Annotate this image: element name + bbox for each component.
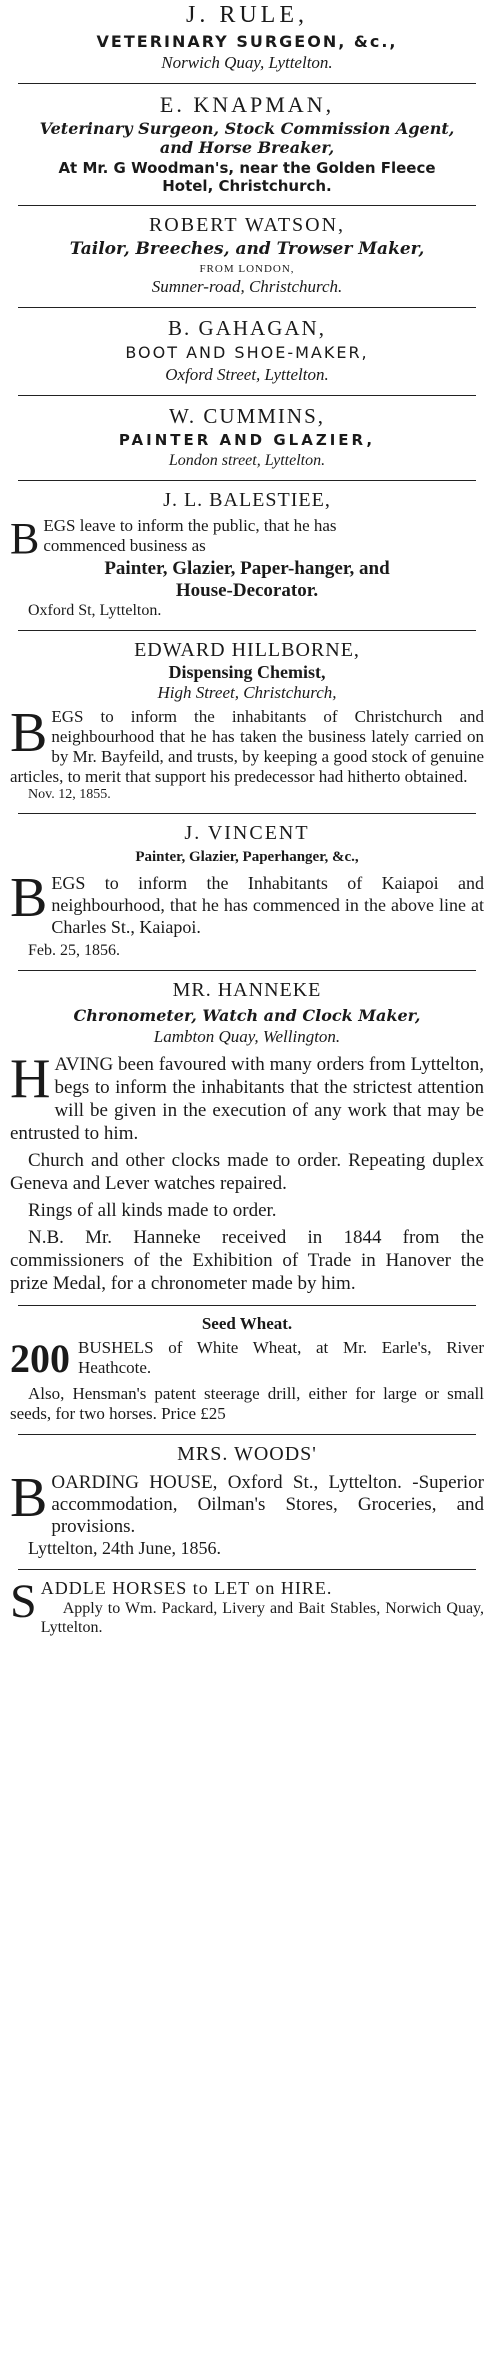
ad-packard-text: Apply to Wm. Packard, Livery and Bait Stables, Norwich Quay, Lyttelton. xyxy=(40,1600,484,1637)
ad-balestiee-trade-line2: House-Decorator. xyxy=(175,580,319,602)
ad-cummins-address: London street, Lyttelton. xyxy=(168,452,326,470)
ad-woods-date: Lyttelton, 24th June, 1856. xyxy=(28,1538,221,1559)
ad-watson-name: ROBERT WATSON, xyxy=(148,213,346,236)
ad-hillborne-name: EDWARD HILLBORNE, xyxy=(134,639,360,662)
ad-rule-trade: VETERINARY SURGEON, &c., xyxy=(96,31,398,51)
ad-hanneke-body xyxy=(10,1048,484,1145)
ad-balestiee-body xyxy=(10,514,484,564)
ad-rule-address: Norwich Quay, Lyttelton. xyxy=(161,52,333,72)
ad-vincent-trade: Painter, Glazier, Paperhanger, &c., xyxy=(135,849,359,866)
ad-hillborne-trade: Dispensing Chemist, xyxy=(168,662,326,683)
ad-woods-body xyxy=(10,1467,484,1538)
divider xyxy=(18,307,476,308)
divider xyxy=(18,1305,476,1306)
ad-seed-text: BUSHELS of White Wheat, at Mr. Earle's, River Heathcote. xyxy=(78,1338,484,1378)
ad-hanneke-drop-cap: H xyxy=(10,1048,51,1111)
divider xyxy=(18,813,476,814)
ad-gahagan xyxy=(10,316,484,385)
ad-packard-headline: ADDLE HORSES to LET on HIRE. xyxy=(40,1578,333,1599)
ad-knapman-trade-line2: and Horse Breaker, xyxy=(159,137,335,157)
ad-balestiee-name: J. L. BALESTIEE, xyxy=(163,489,331,512)
ad-hillborne-date: Nov. 12, 1855. xyxy=(28,787,111,803)
ad-hillborne-drop-cap: B xyxy=(10,702,48,765)
ad-balestiee-trade-line1: Painter, Glazier, Paper-hanger, and xyxy=(104,558,390,580)
ad-rule-name: J. RULE, xyxy=(186,2,308,28)
ad-hanneke-para4: N.B. Mr. Hanneke received in 1844 from the commissioners of the Exhibition of Trade in Hanover the prize Medal, for a chronometer made by him. xyxy=(10,1227,484,1295)
ad-woods-text: OARDING HOUSE, Oxford St., Lyttelton. -Superior accommodation, Oilman's Stores, Groceries, and provisions. xyxy=(51,1472,484,1538)
ad-knapman-address-line2: Hotel, Christchurch. xyxy=(162,176,332,195)
ad-hanneke xyxy=(10,979,484,1295)
ad-balestiee-text-line1: EGS leave to inform the public, that he has xyxy=(43,516,337,536)
ad-seed-big-number: 200 xyxy=(10,1336,70,1382)
ad-gahagan-trade: BOOT AND SHOE-MAKER, xyxy=(125,343,369,363)
ad-packard xyxy=(10,1575,484,1637)
ad-hanneke-para2: Church and other clocks made to order. Repeating duplex Geneva and Lever watches repaired. xyxy=(10,1150,484,1195)
ad-hillborne-address: High Street, Christchurch, xyxy=(157,683,337,703)
ad-seed-title: Seed Wheat. xyxy=(201,1314,293,1334)
ad-vincent-date: Feb. 25, 1856. xyxy=(28,942,120,960)
ad-hillborne-body xyxy=(10,702,484,787)
ad-woods-drop-cap: B xyxy=(10,1467,48,1530)
ad-seed-para2: Also, Hensman's patent steerage drill, either for large or small seeds, for two horses. Price £25 xyxy=(10,1384,484,1424)
ad-hanneke-trade: Chronometer, Watch and Clock Maker, xyxy=(73,1006,421,1026)
ad-watson-from: FROM LONDON, xyxy=(199,262,295,275)
ad-hanneke-para3: Rings of all kinds made to order. xyxy=(28,1200,277,1222)
ad-cummins xyxy=(10,404,484,470)
ad-balestiee-address: Oxford St, Lyttelton. xyxy=(28,602,162,620)
ad-knapman-name: E. KNAPMAN, xyxy=(159,91,335,117)
ad-balestiee xyxy=(10,489,484,620)
ad-woods-name: MRS. WOODS' xyxy=(177,1443,317,1466)
ad-hanneke-name: MR. HANNEKE xyxy=(172,979,322,1002)
ad-seed-wheat xyxy=(10,1314,484,1424)
ad-hillborne-text: EGS to inform the inhabitants of Christchurch and neighbourhood that he has taken the business lately carried on by Mr. Bayfeild, and trusts, by keeping a good stock of genuine articles, to merit that support his predecessor had hitherto obtained. xyxy=(10,707,484,787)
ad-watson xyxy=(10,214,484,297)
ad-watson-address: Sumner-road, Christchurch. xyxy=(151,276,343,296)
divider xyxy=(18,1434,476,1435)
ad-knapman xyxy=(10,92,484,195)
divider xyxy=(18,395,476,396)
divider xyxy=(18,480,476,481)
ad-watson-trade: Tailor, Breeches, and Trowser Maker, xyxy=(69,238,425,259)
ad-vincent-drop-cap: B xyxy=(10,867,48,930)
ad-gahagan-name: B. GAHAGAN, xyxy=(168,315,326,340)
ad-vincent-name: J. VINCENT xyxy=(184,822,310,845)
ad-woods xyxy=(10,1443,484,1559)
ad-knapman-trade-line1: Veterinary Surgeon, Stock Commission Agent, xyxy=(39,118,455,138)
ad-vincent-text: EGS to inform the Inhabitants of Kaiapoi and neighbourhood, that he has commenced in the above line at Charles St., Kaiapoi. xyxy=(51,873,484,938)
ad-cummins-name: W. CUMMINS, xyxy=(169,404,325,429)
ad-seed-body xyxy=(10,1336,484,1382)
divider xyxy=(18,205,476,206)
ad-gahagan-address: Oxford Street, Lyttelton. xyxy=(165,365,329,385)
ad-rule xyxy=(10,0,484,73)
divider xyxy=(18,970,476,971)
ad-vincent-body xyxy=(10,867,484,938)
divider xyxy=(18,1569,476,1570)
ad-hanneke-text: AVING been favoured with many orders from Lyttelton, begs to inform the inhabitants that the strictest attention will be given in the execution of any work that may be entrusted to him. xyxy=(10,1054,484,1145)
ad-hanneke-address: Lambton Quay, Wellington. xyxy=(153,1027,341,1047)
divider xyxy=(18,83,476,84)
ad-knapman-address-line1: At Mr. G Woodman's, near the Golden Fleece xyxy=(58,158,436,177)
ad-balestiee-drop-cap: B xyxy=(10,514,40,564)
ad-balestiee-text-line2: commenced business as xyxy=(43,536,206,556)
divider xyxy=(18,630,476,631)
ad-packard-drop-cap: S xyxy=(10,1575,37,1629)
ad-cummins-trade: PAINTER AND GLAZIER, xyxy=(118,431,376,450)
ad-vincent xyxy=(10,822,484,960)
ad-hillborne xyxy=(10,639,484,803)
